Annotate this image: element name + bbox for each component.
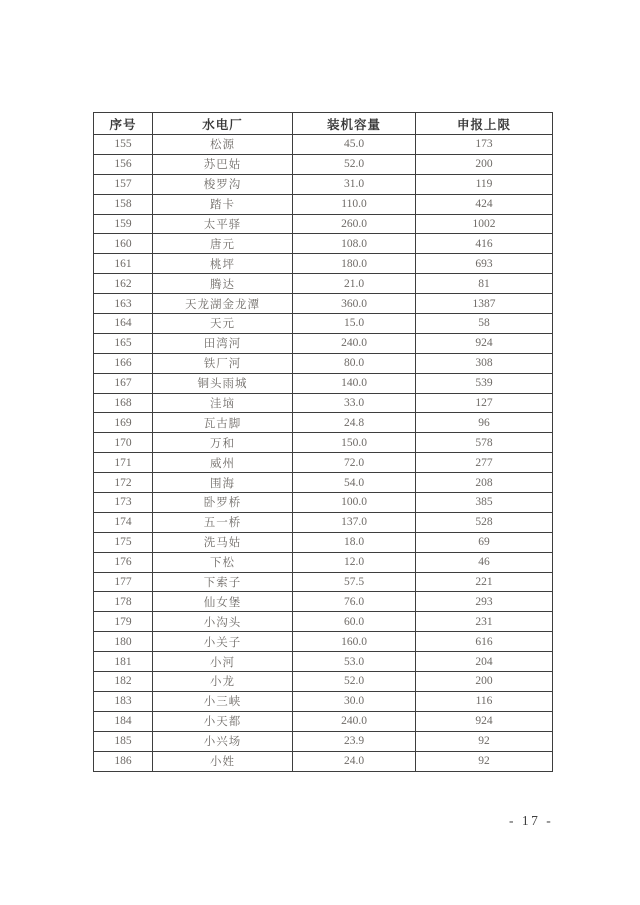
table-row — [94, 453, 553, 473]
table-cell: 924 — [416, 711, 553, 731]
table-cell: 616 — [416, 632, 553, 652]
table-row — [94, 214, 553, 234]
page-number: - 17 - — [509, 813, 554, 828]
table-cell: 110.0 — [293, 194, 416, 214]
table-cell: 385 — [416, 493, 553, 513]
table-cell: 81 — [416, 274, 553, 294]
table-cell: 173 — [94, 493, 153, 513]
table-cell: 桃坪 — [153, 254, 293, 274]
table-cell: 1387 — [416, 294, 553, 314]
table-cell: 21.0 — [293, 274, 416, 294]
table-cell: 179 — [94, 612, 153, 632]
table-row — [94, 652, 553, 672]
table-row — [94, 691, 553, 711]
table-cell: 119 — [416, 174, 553, 194]
table-cell: 五一桥 — [153, 512, 293, 532]
table-cell: 24.8 — [293, 413, 416, 433]
table-row — [94, 393, 553, 413]
table-cell: 173 — [416, 135, 553, 155]
table-row — [94, 373, 553, 393]
table-cell: 528 — [416, 512, 553, 532]
table-cell: 小河 — [153, 652, 293, 672]
table-cell: 221 — [416, 572, 553, 592]
table-row — [94, 433, 553, 453]
table-cell: 137.0 — [293, 512, 416, 532]
table-cell: 180 — [94, 632, 153, 652]
table-cell: 小姓 — [153, 751, 293, 771]
table-cell: 200 — [416, 672, 553, 692]
table-cell: 30.0 — [293, 691, 416, 711]
table-cell: 165 — [94, 333, 153, 353]
table-cell: 208 — [416, 473, 553, 493]
table-cell: 33.0 — [293, 393, 416, 413]
table-cell: 204 — [416, 652, 553, 672]
table-cell: 小兴场 — [153, 731, 293, 751]
table-cell: 172 — [94, 473, 153, 493]
table-cell: 腾达 — [153, 274, 293, 294]
table-cell: 12.0 — [293, 552, 416, 572]
table-row — [94, 731, 553, 751]
table-cell: 76.0 — [293, 592, 416, 612]
table-cell: 578 — [416, 433, 553, 453]
table-row — [94, 154, 553, 174]
table-cell: 57.5 — [293, 572, 416, 592]
table-cell: 太平驿 — [153, 214, 293, 234]
table-cell: 168 — [94, 393, 153, 413]
table-cell: 18.0 — [293, 532, 416, 552]
table-cell: 23.9 — [293, 731, 416, 751]
table-cell: 松源 — [153, 135, 293, 155]
table-cell: 186 — [94, 751, 153, 771]
table-cell: 180.0 — [293, 254, 416, 274]
table-cell: 158 — [94, 194, 153, 214]
table-cell: 127 — [416, 393, 553, 413]
table-cell: 46 — [416, 552, 553, 572]
table-cell: 240.0 — [293, 333, 416, 353]
table-cell: 15.0 — [293, 314, 416, 334]
table-cell: 92 — [416, 751, 553, 771]
table-cell: 53.0 — [293, 652, 416, 672]
table-row — [94, 612, 553, 632]
table-row — [94, 711, 553, 731]
table-row — [94, 552, 553, 572]
table-cell: 539 — [416, 373, 553, 393]
table-row — [94, 493, 553, 513]
table-cell: 177 — [94, 572, 153, 592]
table-row — [94, 135, 553, 155]
table-cell: 161 — [94, 254, 153, 274]
table-cell: 仙女堡 — [153, 592, 293, 612]
table-cell: 416 — [416, 234, 553, 254]
table-cell: 163 — [94, 294, 153, 314]
table-row — [94, 512, 553, 532]
table-cell: 176 — [94, 552, 153, 572]
table-cell: 58 — [416, 314, 553, 334]
table-cell: 万和 — [153, 433, 293, 453]
table-cell: 小关子 — [153, 632, 293, 652]
table-cell: 424 — [416, 194, 553, 214]
table-cell: 铁厂河 — [153, 353, 293, 373]
table-cell: 瓦古脚 — [153, 413, 293, 433]
hydropower-table — [93, 112, 553, 772]
table-cell: 洼垴 — [153, 393, 293, 413]
table-row — [94, 572, 553, 592]
table-cell: 308 — [416, 353, 553, 373]
table-cell: 156 — [94, 154, 153, 174]
table-cell: 小天都 — [153, 711, 293, 731]
table-row — [94, 274, 553, 294]
table-cell: 卧罗桥 — [153, 493, 293, 513]
table-cell: 182 — [94, 672, 153, 692]
table-cell: 924 — [416, 333, 553, 353]
table-cell: 157 — [94, 174, 153, 194]
table-cell: 踏卡 — [153, 194, 293, 214]
header-installed-capacity: 装机容量 — [293, 113, 416, 135]
table-cell: 小三峡 — [153, 691, 293, 711]
table-cell: 240.0 — [293, 711, 416, 731]
table-cell: 293 — [416, 592, 553, 612]
table-body — [94, 135, 553, 772]
table-cell: 178 — [94, 592, 153, 612]
table-row — [94, 632, 553, 652]
table-row — [94, 194, 553, 214]
table-cell: 天元 — [153, 314, 293, 334]
table-header-row — [94, 113, 553, 135]
header-hydropower-plant: 水电厂 — [153, 113, 293, 135]
table-cell: 181 — [94, 652, 153, 672]
table-cell: 693 — [416, 254, 553, 274]
table-cell: 200 — [416, 154, 553, 174]
table-cell: 苏巴姑 — [153, 154, 293, 174]
table-row — [94, 234, 553, 254]
table-cell: 52.0 — [293, 154, 416, 174]
table-cell: 175 — [94, 532, 153, 552]
table-cell: 下松 — [153, 552, 293, 572]
table-row — [94, 174, 553, 194]
table-cell: 108.0 — [293, 234, 416, 254]
table-cell: 170 — [94, 433, 153, 453]
table-cell: 田湾河 — [153, 333, 293, 353]
table-cell: 184 — [94, 711, 153, 731]
table-cell: 梭罗沟 — [153, 174, 293, 194]
table-cell: 60.0 — [293, 612, 416, 632]
hydropower-table-container — [93, 112, 552, 772]
table-cell: 185 — [94, 731, 153, 751]
table-cell: 116 — [416, 691, 553, 711]
table-row — [94, 413, 553, 433]
table-row — [94, 592, 553, 612]
table-row — [94, 473, 553, 493]
table-cell: 155 — [94, 135, 153, 155]
table-cell: 164 — [94, 314, 153, 334]
table-row — [94, 294, 553, 314]
table-row — [94, 532, 553, 552]
table-cell: 45.0 — [293, 135, 416, 155]
table-cell: 150.0 — [293, 433, 416, 453]
table-cell: 160 — [94, 234, 153, 254]
table-cell: 69 — [416, 532, 553, 552]
table-cell: 277 — [416, 453, 553, 473]
table-cell: 铜头雨城 — [153, 373, 293, 393]
table-cell: 166 — [94, 353, 153, 373]
table-cell: 92 — [416, 731, 553, 751]
table-cell: 小龙 — [153, 672, 293, 692]
table-cell: 天龙湖金龙潭 — [153, 294, 293, 314]
table-cell: 唐元 — [153, 234, 293, 254]
table-row — [94, 751, 553, 771]
table-cell: 183 — [94, 691, 153, 711]
table-cell: 洗马姑 — [153, 532, 293, 552]
table-cell: 140.0 — [293, 373, 416, 393]
table-cell: 174 — [94, 512, 153, 532]
table-cell: 80.0 — [293, 353, 416, 373]
table-cell: 169 — [94, 413, 153, 433]
table-row — [94, 314, 553, 334]
table-cell: 231 — [416, 612, 553, 632]
table-cell: 162 — [94, 274, 153, 294]
table-cell: 52.0 — [293, 672, 416, 692]
table-cell: 160.0 — [293, 632, 416, 652]
table-cell: 159 — [94, 214, 153, 234]
table-cell: 360.0 — [293, 294, 416, 314]
table-cell: 260.0 — [293, 214, 416, 234]
table-row — [94, 353, 553, 373]
table-row — [94, 333, 553, 353]
table-row — [94, 254, 553, 274]
table-cell: 96 — [416, 413, 553, 433]
table-cell: 72.0 — [293, 453, 416, 473]
table-cell: 下索子 — [153, 572, 293, 592]
table-cell: 威州 — [153, 453, 293, 473]
header-serial-number: 序号 — [94, 113, 153, 135]
table-cell: 167 — [94, 373, 153, 393]
table-cell: 54.0 — [293, 473, 416, 493]
table-cell: 围海 — [153, 473, 293, 493]
table-cell: 171 — [94, 453, 153, 473]
table-cell: 1002 — [416, 214, 553, 234]
table-row — [94, 672, 553, 692]
table-cell: 24.0 — [293, 751, 416, 771]
table-cell: 小沟头 — [153, 612, 293, 632]
table-cell: 100.0 — [293, 493, 416, 513]
table-cell: 31.0 — [293, 174, 416, 194]
header-declaration-limit: 申报上限 — [416, 113, 553, 135]
